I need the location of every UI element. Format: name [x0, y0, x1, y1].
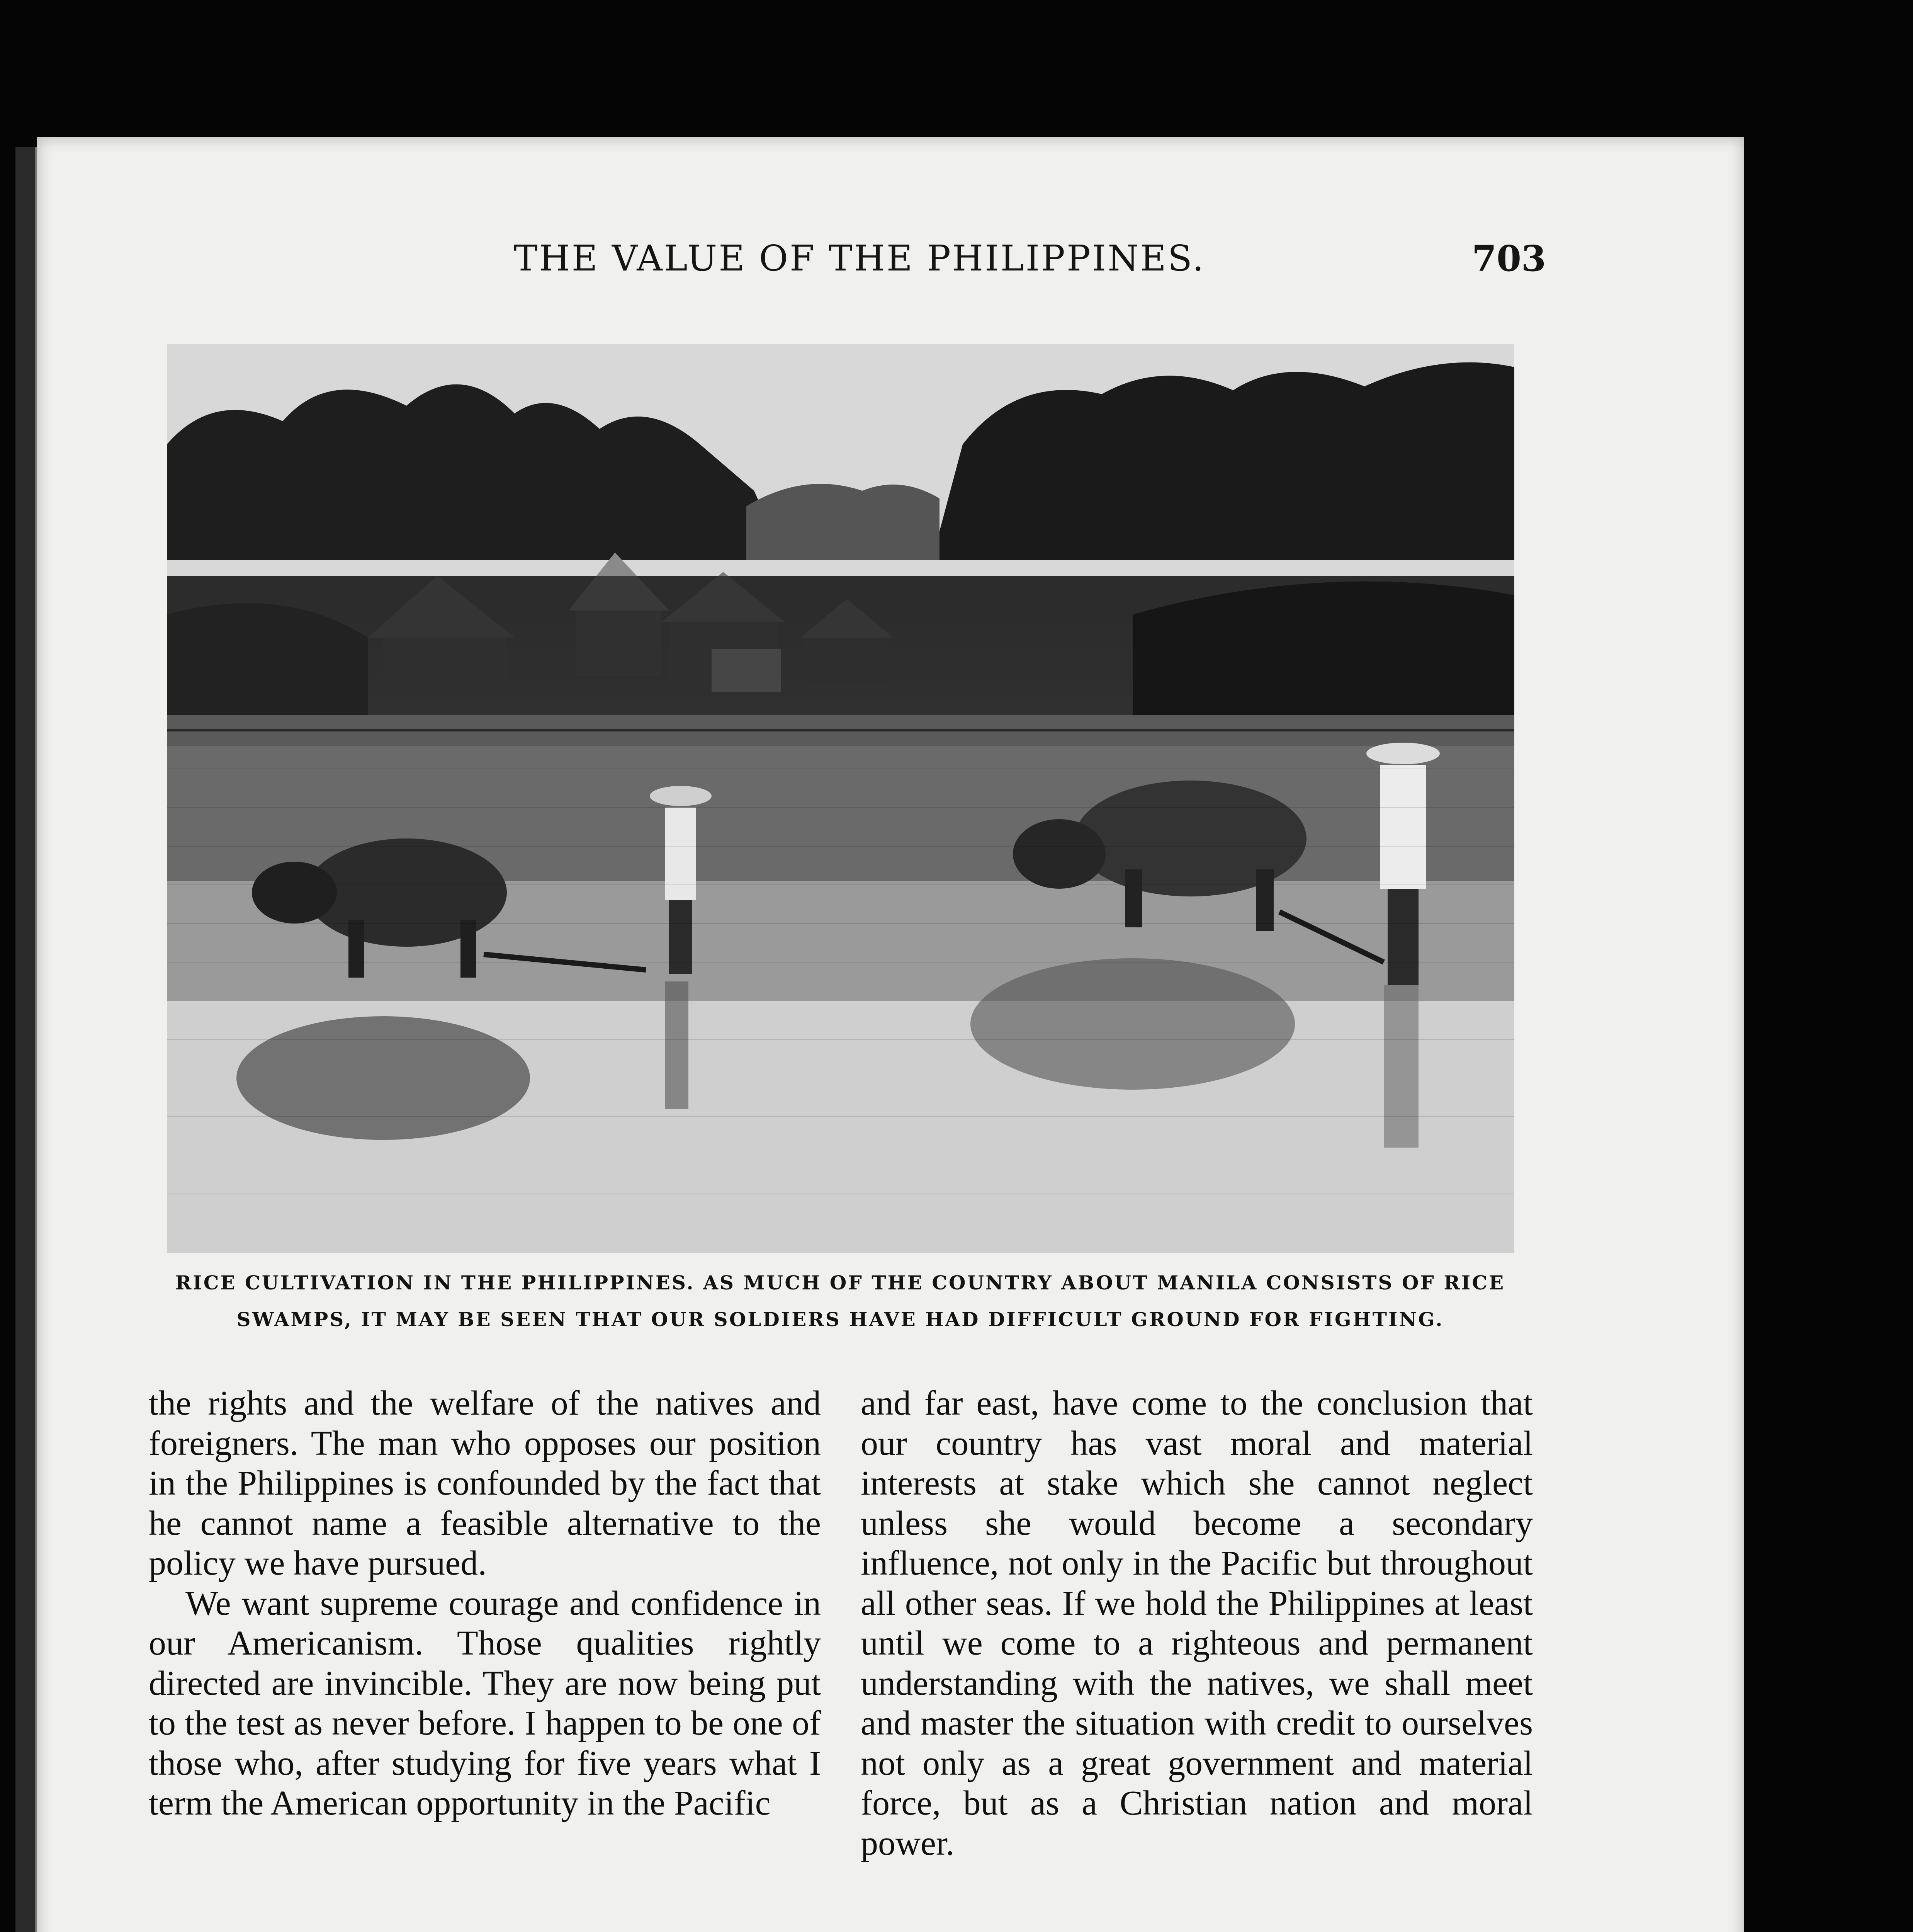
article-paragraph: and far east, have come to the conclusion that our country has vast moral and material interests at stake which she cannot neglect unless she would become a secondary influence, not only in the Pacific but throughout all other seas. If we hold the Philippines at least until we come to a righteous and permanent understanding with the natives, we shall meet and master the situation with credit to ourselves not only as a great government and material force, but as a Christian nation and moral power.: [861, 1384, 1533, 1862]
rice-field-illustration: [167, 344, 1514, 1253]
article-column-right: [861, 1383, 1533, 1863]
article-column-left: [149, 1383, 821, 1823]
illustration-caption-line-2: SWAMPS, IT MAY BE SEEN THAT OUR SOLDIERS HAVE HAD DIFFICULT GROUND FOR FIGHTING.: [236, 1308, 1444, 1331]
page-fold-shadow: [15, 147, 37, 1932]
rice-field-engraving-icon: [167, 344, 1514, 1253]
page-number: 703: [1472, 238, 1546, 279]
running-head: THE VALUE OF THE PHILIPPINES.: [514, 238, 1205, 279]
article-paragraph: We want supreme courage and confidence in our Americanism. Those qualities rightly directed are invincible. They are now being put to the test as never before. I happen to be one of those who, after studying for five years what I term the American opportunity in the Pacific: [149, 1584, 821, 1822]
illustration-caption-line-1: RICE CULTIVATION IN THE PHILIPPINES. AS MUCH OF THE COUNTRY ABOUT MANILA CONSISTS OF RICE: [175, 1271, 1505, 1294]
article-paragraph: the rights and the welfare of the natives and foreigners. The man who opposes our position in the Philippines is confounded by the fact that he cannot name a feasible alternative to the policy we have pursued.: [149, 1384, 821, 1582]
